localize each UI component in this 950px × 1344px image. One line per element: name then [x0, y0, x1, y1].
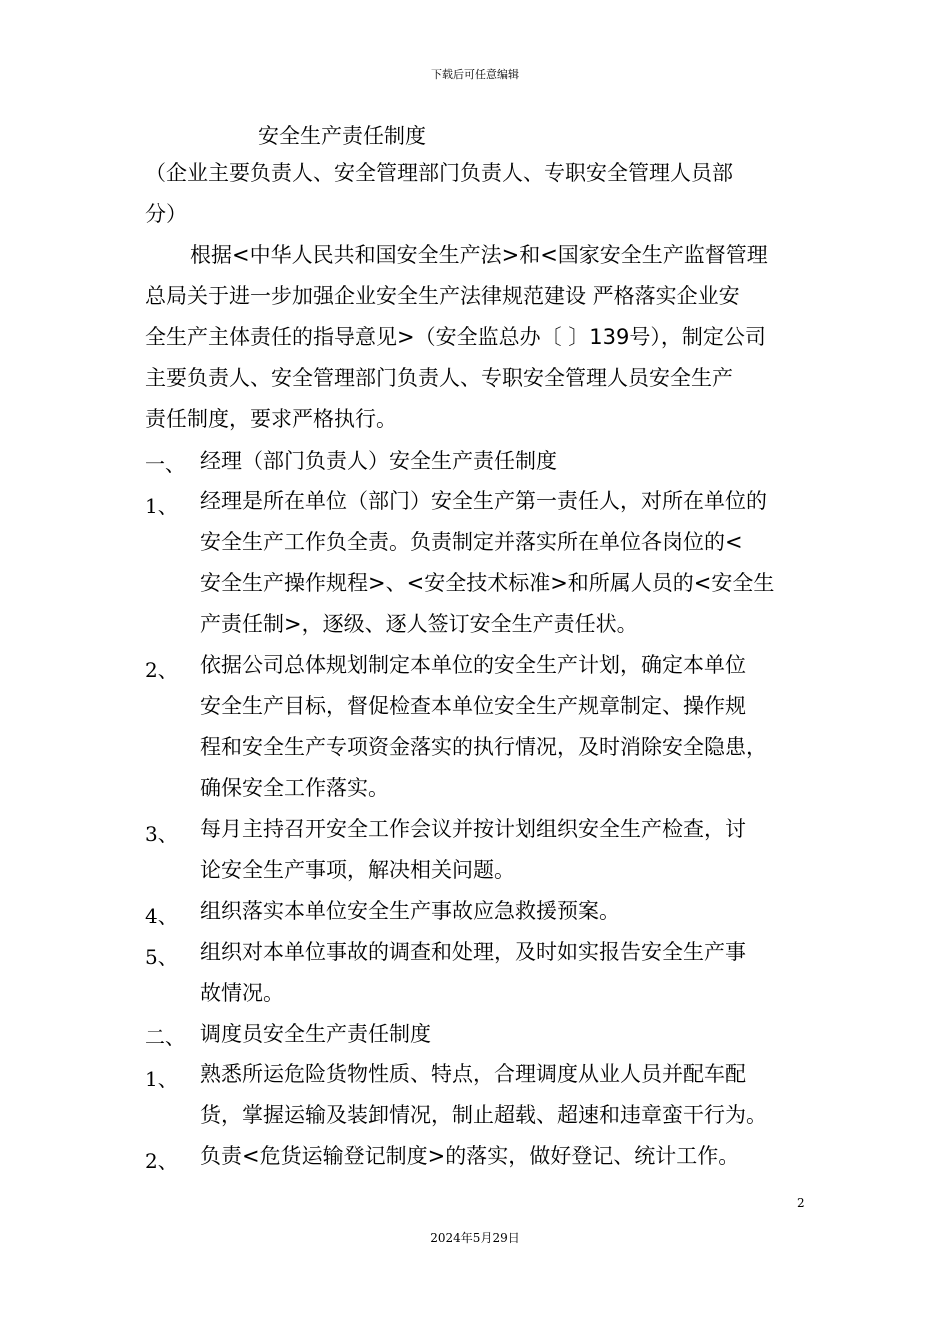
section-number: 二、 — [145, 1025, 185, 1049]
item-line: 安全生产目标，督促检查本单位安全生产规章制定、操作规 — [200, 694, 746, 718]
item-number: 4、 — [145, 904, 178, 928]
section-number: 一、 — [145, 452, 185, 476]
page-number: 2 — [797, 1196, 805, 1210]
item-line: 每月主持召开安全工作会议并按计划组织安全生产检查，讨 — [200, 817, 746, 841]
item-number: 2、 — [145, 1149, 178, 1173]
subtitle-line: （企业主要负责人、安全管理部门负责人、专职安全管理人员部 — [145, 161, 733, 185]
item-line: 货，掌握运输及装卸情况，制止超载、超速和违章蛮干行为。 — [200, 1103, 767, 1127]
item-line: 故情况。 — [200, 981, 284, 1005]
item-number: 2、 — [145, 658, 178, 682]
intro-line: 根据<中华人民共和国安全生产法>和<国家安全生产监督管理 — [190, 243, 768, 267]
section-title: 调度员安全生产责任制度 — [200, 1022, 431, 1046]
page-header: 下载后可任意编辑 — [431, 68, 519, 81]
document-title: 安全生产责任制度 — [258, 124, 426, 148]
item-number: 1、 — [145, 494, 178, 518]
item-number: 3、 — [145, 822, 178, 846]
item-number: 1、 — [145, 1067, 178, 1091]
intro-line: 责任制度，要求严格执行。 — [145, 407, 397, 431]
item-line: 熟悉所运危险货物性质、特点，合理调度从业人员并配车配 — [200, 1062, 746, 1086]
item-line: 依据公司总体规划制定本单位的安全生产计划，确定本单位 — [200, 653, 746, 677]
item-line: 组织落实本单位安全生产事故应急救援预案。 — [200, 899, 620, 923]
section-title: 经理（部门负责人）安全生产责任制度 — [200, 449, 557, 473]
item-line: 安全生产工作负全责。负责制定并落实所在单位各岗位的< — [200, 530, 743, 554]
item-line: 程和安全生产专项资金落实的执行情况，及时消除安全隐患， — [200, 735, 767, 759]
item-number: 5、 — [145, 945, 178, 969]
item-line: 组织对本单位事故的调查和处理，及时如实报告安全生产事 — [200, 940, 746, 964]
item-line: 论安全生产事项，解决相关问题。 — [200, 858, 515, 882]
item-line: 经理是所在单位（部门）安全生产第一责任人，对所在单位的 — [200, 489, 767, 513]
subtitle-line: 分） — [145, 202, 187, 226]
item-line: 安全生产操作规程>、<安全技术标准>和所属人员的<安全生 — [200, 571, 775, 595]
intro-line: 全生产主体责任的指导意见>（安全监总办〔 〕139号），制定公司 — [145, 325, 766, 349]
intro-line: 总局关于进一步加强企业安全生产法律规范建设 严格落实企业安 — [145, 284, 740, 308]
item-line: 产责任制>，逐级、逐人签订安全生产责任状。 — [200, 612, 638, 636]
item-line: 确保安全工作落实。 — [200, 776, 389, 800]
intro-line: 主要负责人、安全管理部门负责人、专职安全管理人员安全生产 — [145, 366, 733, 390]
footer-date: 2024年5月29日 — [430, 1231, 520, 1245]
item-line: 负责<危货运输登记制度>的落实，做好登记、统计工作。 — [200, 1144, 740, 1168]
